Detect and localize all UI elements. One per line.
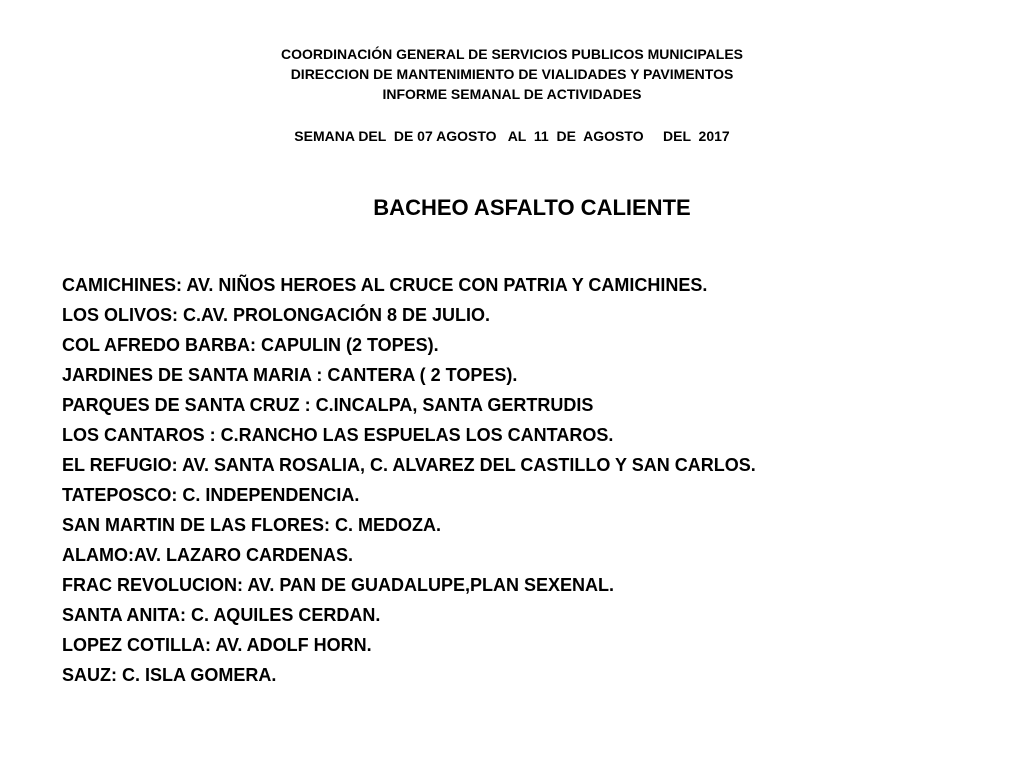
section-title: BACHEO ASFALTO CALIENTE bbox=[373, 195, 691, 220]
report-header bbox=[0, 44, 1024, 104]
list-item: SAN MARTIN DE LAS FLORES: C. MEDOZA. bbox=[62, 515, 441, 535]
list-item: CAMICHINES: AV. NIÑOS HEROES AL CRUCE CON PATRIA Y CAMICHINES. bbox=[62, 275, 708, 295]
list-item: PARQUES DE SANTA CRUZ : C.INCALPA, SANTA GERTRUDIS bbox=[62, 395, 594, 415]
list-item: SANTA ANITA: C. AQUILES CERDAN. bbox=[62, 605, 381, 625]
header-department: DIRECCION DE MANTENIMIENTO DE VIALIDADES Y PAVIMENTOS bbox=[290, 66, 734, 82]
list-item: TATEPOSCO: C. INDEPENDENCIA. bbox=[62, 485, 360, 505]
activity-list bbox=[62, 270, 756, 690]
list-item: COL AFREDO BARBA: CAPULIN (2 TOPES). bbox=[62, 335, 439, 355]
list-item: SAUZ: C. ISLA GOMERA. bbox=[62, 665, 277, 685]
header-organization: COORDINACIÓN GENERAL DE SERVICIOS PUBLICOS MUNICIPALES bbox=[280, 46, 744, 62]
header-report-type: INFORME SEMANAL DE ACTIVIDADES bbox=[382, 86, 642, 102]
list-item: ALAMO:AV. LAZARO CARDENAS. bbox=[62, 545, 353, 565]
list-item: LOS OLIVOS: C.AV. PROLONGACIÓN 8 DE JULIO. bbox=[62, 305, 491, 325]
list-item: EL REFUGIO: AV. SANTA ROSALIA, C. ALVAREZ DEL CASTILLO Y SAN CARLOS. bbox=[62, 455, 756, 475]
report-week: SEMANA DEL DE 07 AGOSTO AL 11 DE AGOSTO DEL 2017 bbox=[294, 128, 730, 144]
list-item: LOPEZ COTILLA: AV. ADOLF HORN. bbox=[62, 635, 372, 655]
list-item: LOS CANTAROS : C.RANCHO LAS ESPUELAS LOS CANTAROS. bbox=[62, 425, 614, 445]
list-item: JARDINES DE SANTA MARIA : CANTERA ( 2 TOPES). bbox=[62, 365, 518, 385]
list-item: FRAC REVOLUCION: AV. PAN DE GUADALUPE,PLAN SEXENAL. bbox=[62, 575, 615, 595]
